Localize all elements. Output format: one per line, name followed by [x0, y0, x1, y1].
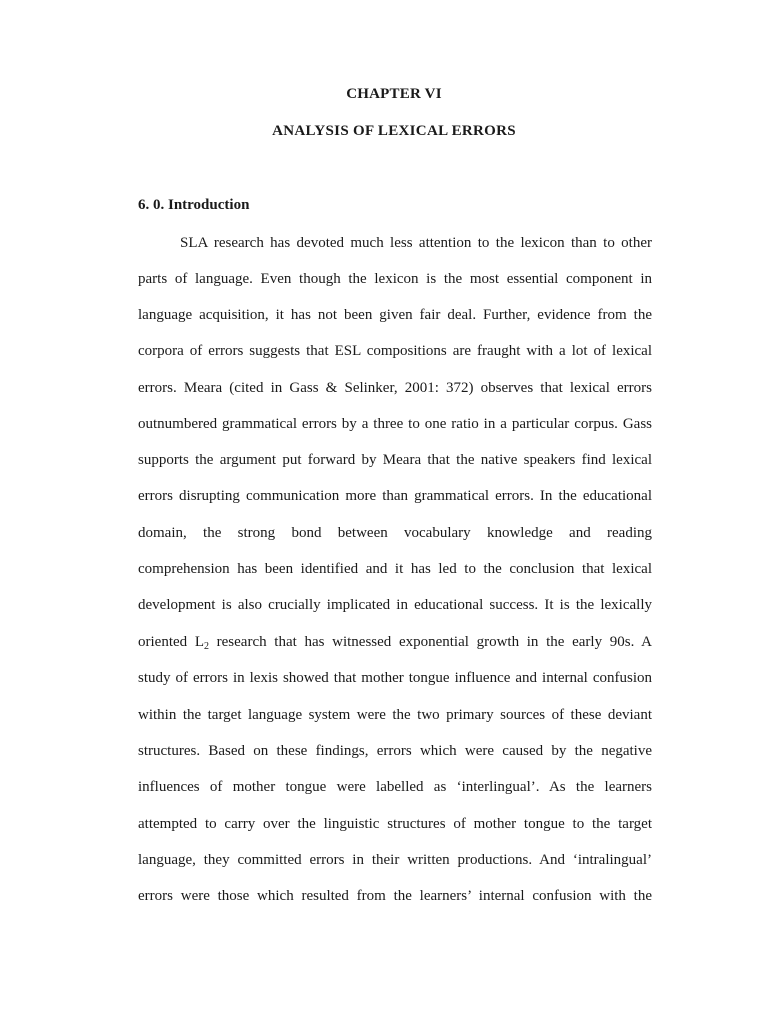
paragraph-line: errors disrupting communication more than grammatical errors. In the educational — [138, 488, 652, 504]
paragraph-line: outnumbered grammatical errors by a three to one ratio in a particular corpus. Gass — [138, 416, 652, 432]
subscript-text: 2 — [203, 641, 209, 652]
paragraph-line: attempted to carry over the linguistic structures of mother tongue to the target — [138, 816, 652, 832]
paragraph-line: parts of language. Even though the lexicon is the most essential component in — [138, 271, 652, 287]
section-heading: 6. 0. Introduction — [138, 197, 250, 213]
line-text-before-subscript: oriented L — [138, 634, 204, 650]
paragraph-line: study of errors in lexis showed that mother tongue influence and internal confusion — [138, 670, 652, 686]
paragraph-line: structures. Based on these findings, errors which were caused by the negative — [138, 743, 652, 759]
paragraph-line: language, they committed errors in their written productions. And ‘intralingual’ — [138, 852, 652, 868]
paragraph-line: comprehension has been identified and it has led to the conclusion that lexical — [138, 561, 652, 577]
paragraph-line: within the target language system were the two primary sources of these deviant — [138, 707, 652, 723]
paragraph-line-subscript — [138, 633, 652, 651]
paragraph-line: SLA research has devoted much less attention to the lexicon than to other — [180, 235, 652, 251]
paragraph-line: language acquisition, it has not been given fair deal. Further, evidence from the — [138, 307, 652, 323]
paragraph-line: corpora of errors suggests that ESL compositions are fraught with a lot of lexical — [138, 343, 652, 359]
paragraph-line: domain, the strong bond between vocabulary knowledge and reading — [138, 525, 652, 541]
paragraph-line: errors. Meara (cited in Gass & Selinker, 2001: 372) observes that lexical errors — [138, 380, 652, 396]
chapter-label: CHAPTER VI — [346, 86, 442, 102]
chapter-title: ANALYSIS OF LEXICAL ERRORS — [272, 123, 516, 139]
paragraph-line: supports the argument put forward by Meara that the native speakers find lexical — [138, 452, 652, 468]
paragraph-line: development is also crucially implicated in educational success. It is the lexically — [138, 597, 652, 613]
paragraph-line: influences of mother tongue were labelled as ‘interlingual’. As the learners — [138, 779, 652, 795]
line-text-after-subscript: research that has witnessed exponential growth in the early 90s. A — [208, 634, 652, 650]
paragraph-line: errors were those which resulted from the learners’ internal confusion with the — [138, 888, 652, 904]
